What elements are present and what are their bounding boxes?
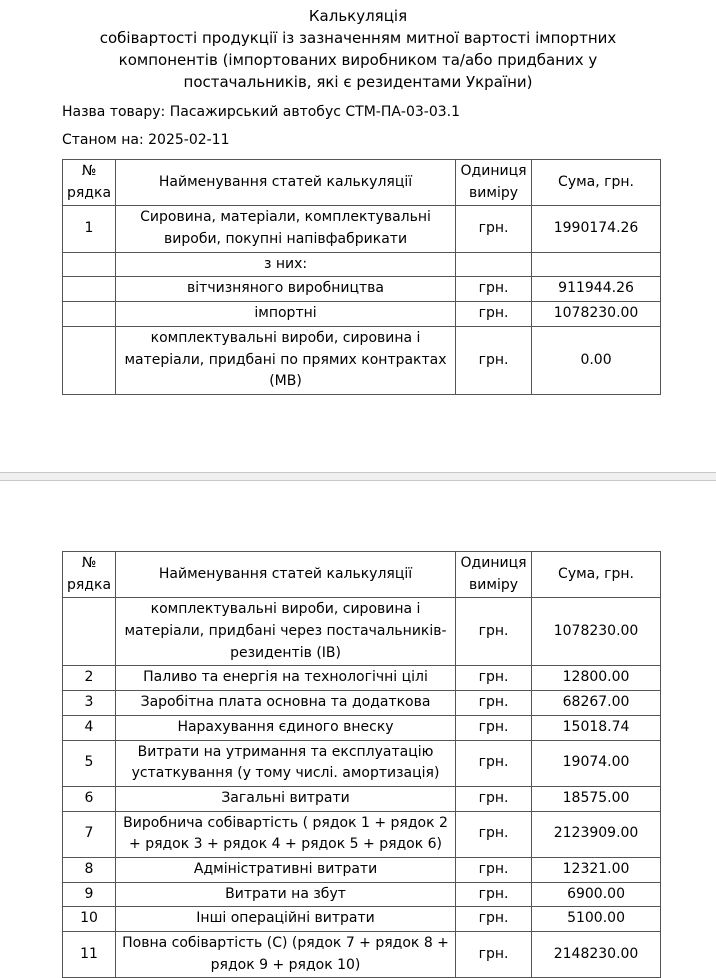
cell-sum: 1078230.00 (532, 302, 661, 327)
document-title (0, 5, 716, 93)
cell-item-name: комплектувальні вироби, сировина і матеріали, придбані через постачальників-резидентів (ІВ) (116, 598, 456, 666)
cell-row-number: 5 (63, 740, 116, 786)
cell-item-name: імпортні (116, 302, 456, 327)
cell-item-name: Виробнича собівартість ( рядок 1 + рядок 2 + рядок 3 + рядок 4 + рядок 5 + рядок 6) (116, 811, 456, 857)
table-row (63, 252, 661, 277)
cell-sum (532, 252, 661, 277)
cell-item-name: з них: (116, 252, 456, 277)
table-row (63, 302, 661, 327)
cell-row-number (63, 277, 116, 302)
cell-unit: грн. (456, 907, 532, 932)
table-row (63, 277, 661, 302)
cell-row-number: 8 (63, 857, 116, 882)
cell-sum: 68267.00 (532, 691, 661, 716)
cell-row-number: 7 (63, 811, 116, 857)
cell-unit (456, 252, 532, 277)
cell-item-name: Паливо та енергія на технологічні цілі (116, 666, 456, 691)
table-row (63, 598, 661, 666)
cell-item-name: Сировина, матеріали, комплектувальні вироби, покупні напівфабрикати (116, 206, 456, 252)
cell-item-name: Нарахування єдиного внеску (116, 715, 456, 740)
cell-unit: грн. (456, 740, 532, 786)
cell-item-name: Інші операційні витрати (116, 907, 456, 932)
header-sum: Сума, грн. (532, 160, 661, 206)
cell-row-number (63, 302, 116, 327)
header-row-number: № рядка (63, 552, 116, 598)
cell-row-number (63, 598, 116, 666)
page-break-band (0, 472, 716, 481)
cell-row-number: 10 (63, 907, 116, 932)
page-1 (0, 0, 716, 472)
cell-row-number: 9 (63, 882, 116, 907)
header-row-number: № рядка (63, 160, 116, 206)
cell-sum: 911944.26 (532, 277, 661, 302)
cell-sum: 12321.00 (532, 857, 661, 882)
cell-item-name: Повна собівартість (С) (рядок 7 + рядок 8 + рядок 9 + рядок 10) (116, 932, 456, 978)
cell-item-name: Загальні витрати (116, 786, 456, 811)
table-row (63, 715, 661, 740)
product-name-line: Назва товару: Пасажирський автобус СТМ-ПА-03-03.1 (62, 104, 461, 120)
cell-row-number: 1 (63, 206, 116, 252)
cell-row-number: 6 (63, 786, 116, 811)
table-row (63, 691, 661, 716)
table-row (63, 932, 661, 978)
header-item-name: Найменування статей калькуляції (116, 160, 456, 206)
cell-unit: грн. (456, 598, 532, 666)
cell-row-number (63, 252, 116, 277)
cell-item-name: Витрати на утримання та експлуатацію устаткування (у тому числі. амортизація) (116, 740, 456, 786)
cell-sum: 2148230.00 (532, 932, 661, 978)
cell-sum: 6900.00 (532, 882, 661, 907)
cell-item-name: Адміністративні витрати (116, 857, 456, 882)
header-unit: Одиниця виміру (456, 552, 532, 598)
cell-unit: грн. (456, 882, 532, 907)
cell-sum: 5100.00 (532, 907, 661, 932)
page-2 (0, 481, 716, 978)
cell-unit: грн. (456, 666, 532, 691)
table-row (63, 326, 661, 394)
cell-sum: 2123909.00 (532, 811, 661, 857)
table-row (63, 857, 661, 882)
cell-unit: грн. (456, 302, 532, 327)
header-unit: Одиниця виміру (456, 160, 532, 206)
table-row (63, 907, 661, 932)
cell-row-number (63, 326, 116, 394)
cell-row-number: 11 (63, 932, 116, 978)
as-of-date-line: Станом на: 2025-02-11 (62, 132, 230, 148)
table-row (63, 882, 661, 907)
cell-unit: грн. (456, 206, 532, 252)
cell-unit: грн. (456, 786, 532, 811)
table-row (63, 811, 661, 857)
cell-sum: 18575.00 (532, 786, 661, 811)
cell-unit: грн. (456, 857, 532, 882)
cell-row-number: 2 (63, 666, 116, 691)
title-line-3: компонентів (імпортованих виробником та/або придбаних у (118, 51, 598, 69)
cell-row-number: 4 (63, 715, 116, 740)
cell-unit: грн. (456, 326, 532, 394)
cell-unit: грн. (456, 277, 532, 302)
table-header-row (63, 552, 661, 598)
cell-unit: грн. (456, 691, 532, 716)
table-header-row (63, 160, 661, 206)
cell-sum: 15018.74 (532, 715, 661, 740)
cell-sum: 1990174.26 (532, 206, 661, 252)
cell-sum: 12800.00 (532, 666, 661, 691)
cell-row-number: 3 (63, 691, 116, 716)
title-line-1: Калькуляція (308, 7, 408, 25)
cell-item-name: Витрати на збут (116, 882, 456, 907)
table-row (63, 206, 661, 252)
cell-sum: 0.00 (532, 326, 661, 394)
title-line-4: постачальників, які є резидентами України) (183, 73, 533, 91)
calculation-table-page-2 (62, 551, 661, 978)
cell-unit: грн. (456, 932, 532, 978)
cell-item-name: Заробітна плата основна та додаткова (116, 691, 456, 716)
calculation-table-page-1 (62, 159, 661, 395)
table-row (63, 786, 661, 811)
title-line-2: собівартості продукції із зазначенням митної вартості імпортних (99, 29, 617, 47)
cell-item-name: комплектувальні вироби, сировина і матеріали, придбані по прямих контрактах (МВ) (116, 326, 456, 394)
table-row (63, 740, 661, 786)
cell-unit: грн. (456, 715, 532, 740)
header-item-name: Найменування статей калькуляції (116, 552, 456, 598)
table-row (63, 666, 661, 691)
header-sum: Сума, грн. (532, 552, 661, 598)
cell-unit: грн. (456, 811, 532, 857)
cell-sum: 1078230.00 (532, 598, 661, 666)
cell-item-name: вітчизняного виробництва (116, 277, 456, 302)
cell-sum: 19074.00 (532, 740, 661, 786)
